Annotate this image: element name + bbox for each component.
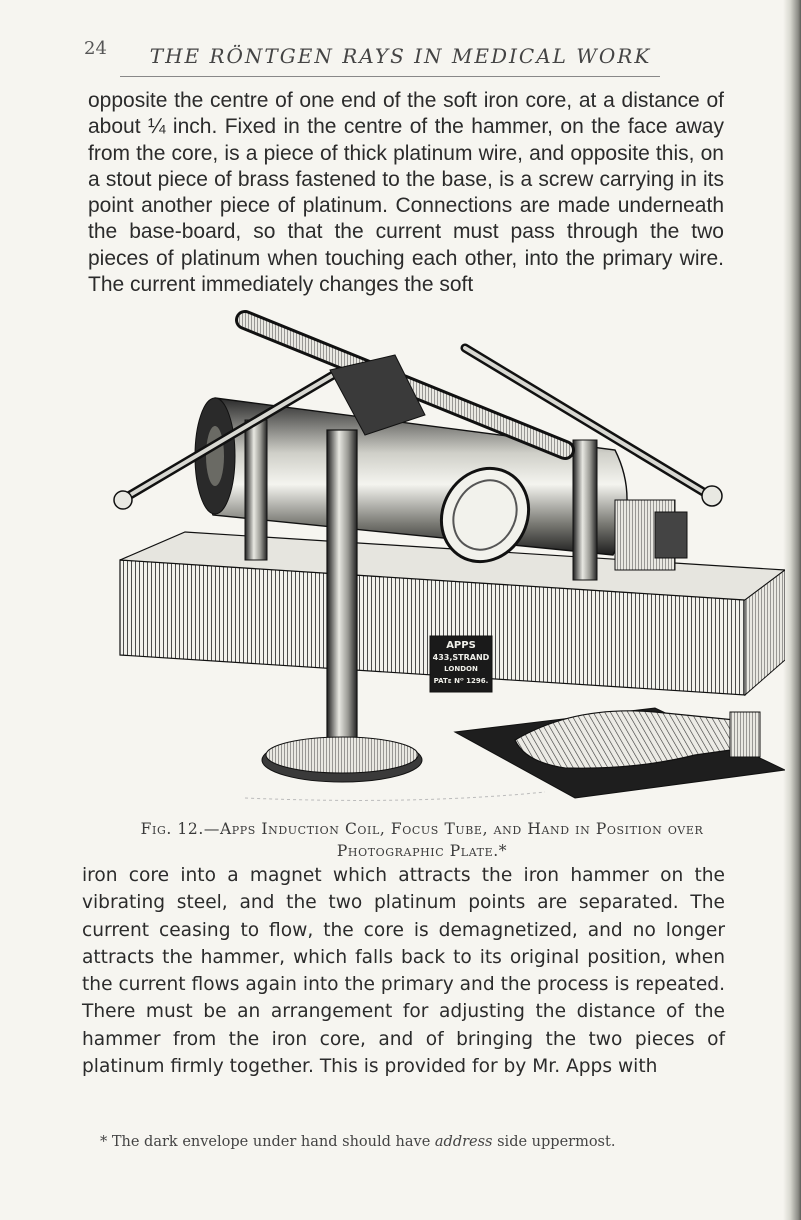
- caption-label: Fig. 12.: [140, 820, 204, 838]
- header-rule: [120, 76, 660, 77]
- running-head: THE RÖNTGEN RAYS IN MEDICAL WORK: [149, 44, 652, 68]
- maker-plate-line2: 433,STRAND: [432, 653, 490, 662]
- induction-coil-illustration: [95, 300, 785, 810]
- body-paragraph-top: opposite the centre of one end of the soft iron core, at a distance of about ¼ inch. Fixed in the centre of the hammer, on the face away from the core, is a piece of thick platinum wire, and opposite this, on a stout piece of brass fastened to the base, is a screw carrying in its point another piece of platinum. Connections are made underneath the base-board, so that the current must pass through the two pieces of platinum when touching each other, into the primary wire. The current immediately changes the soft: [88, 89, 724, 297]
- figure-caption: [82, 818, 762, 862]
- figure-induction-coil: [95, 300, 785, 810]
- page-edge: [783, 0, 801, 1220]
- footnote-text-before: * The dark envelope under hand should have: [100, 1134, 435, 1150]
- footnote-emphasis: address: [434, 1134, 493, 1150]
- footnote: [100, 1134, 720, 1150]
- maker-plate-line3: LONDON: [444, 665, 478, 673]
- tube-stand-pillar: [327, 430, 357, 760]
- coil-support-left: [245, 420, 267, 560]
- shirt-cuff: [730, 712, 760, 757]
- page-number: 24: [84, 38, 107, 59]
- maker-plate-line1: APPS: [446, 640, 476, 651]
- discharge-ball-left: [114, 491, 132, 509]
- discharge-ball-right: [702, 486, 722, 506]
- caption-line1: —Apps Induction Coil, Focus Tube, and Hand in Position over: [203, 820, 704, 838]
- body-paragraph-bottom: iron core into a magnet which attracts the iron hammer on the vibrating steel, and the two platinum points are separated. The current ceasing to flow, the core is demagnetized, and no longer attracts the hammer, which falls back to its original position, when the current flows again into the primary and the process is repeated. There must be an arrangement for adjusting the distance of the hammer from the iron core, and of bringing the two pieces of platinum firmly together. This is provided for by Mr. Apps with: [82, 865, 725, 1078]
- coil-support-right: [573, 440, 597, 580]
- caption-line2: Photographic Plate.*: [336, 842, 508, 860]
- footnote-text-after: side uppermost.: [492, 1134, 616, 1150]
- maker-plate-line4: PATᴇ Nᴼ 1296.: [433, 677, 489, 685]
